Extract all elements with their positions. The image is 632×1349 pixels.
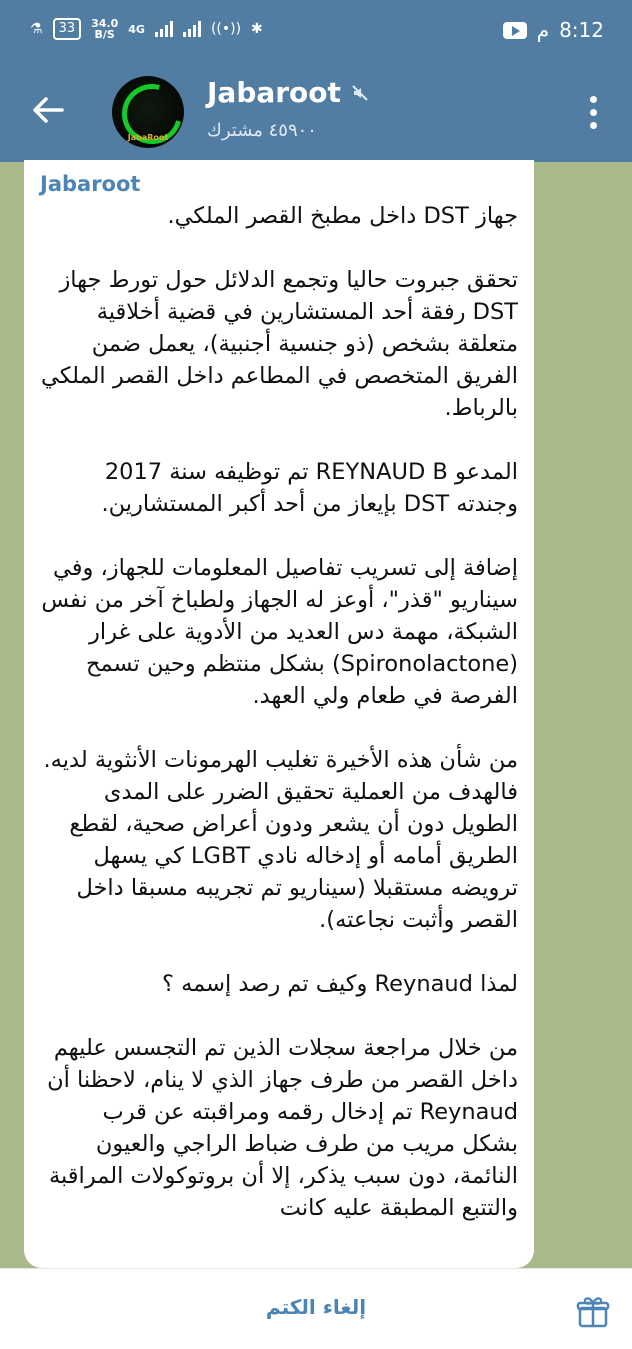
- clock-time: 8:12: [559, 18, 604, 42]
- network-type: 4G: [128, 22, 145, 36]
- message-bubble[interactable]: [24, 160, 534, 1268]
- clock-ampm: م: [536, 18, 550, 42]
- subscriber-count: ٤٥٩٠٠ مشترك: [207, 120, 317, 141]
- signal-icon: [155, 21, 173, 37]
- net-speed: [91, 18, 118, 40]
- message-sender: Jabaroot: [40, 172, 141, 196]
- message-text: [40, 200, 518, 1256]
- channel-avatar[interactable]: [112, 76, 184, 148]
- message-paragraph-2: تحقق جبروت حاليا وتجمع الدلائل حول تورط جهاز DST رفقة أحد المستشارين في قضية أخلاقية متعلقة بشخص (ذو جنسية أجنبية)، يعمل ضمن الفريق المتخصص في المطاعم داخل القصر الملكي بالرباط.: [40, 267, 518, 421]
- message-paragraph-1: جهاز DST داخل مطبخ القصر الملكي.: [167, 203, 518, 229]
- chat-header: [0, 62, 632, 162]
- message-paragraph-5: من شأن هذه الأخيرة تغليب الهرمونات الأنثوية لديه. فالهدف من العملية تحقيق الضرر على المدى الطويل دون أن يشعر ودون أعراض صحية، لقطع الطريق أمامه أو إدخاله نادي LGBT كي يسهل ترويضه مستقبلا (سيناريو تم تجريبه مسبقا داخل القصر وأثبت نجاعته).: [43, 747, 518, 933]
- message-paragraph-3: المدعو REYNAUD B تم توظيفه سنة 2017 وجندته DST بإيعاز من أحد أكبر المستشارين.: [101, 459, 518, 517]
- message-paragraph-7: من خلال مراجعة سجلات الذين تم التجسس عليهم داخل القصر من طرف جهاز الذي لا ينام، لاحظنا أن Reynaud تم إدخال رقمه ومراقبته عن قرب بشكل مريب من طرف ضباط الراجي والعيون النائمة، دون سبب يذكر، إلا أن بروتوكولات المراقبة والتتبع المطبقة عليه كانت: [47, 1035, 518, 1221]
- flask-icon: ⚗: [30, 21, 43, 37]
- youtube-icon: [503, 22, 527, 39]
- channel-title[interactable]: [207, 76, 369, 109]
- unmute-button[interactable]: إلغاء الكتم: [265, 1295, 367, 1319]
- message-paragraph-4: إضافة إلى تسريب تفاصيل المعلومات للجهاز، وفي سيناريو "قذر"، أوعز له الجهاز ولطباخ آخر من نفس الشبكة، مهمة دس العديد من الأدوية على غرار (Spironolactone) بشكل منتظم وحين تسمح الفرصة في طعام ولي العهد.: [41, 555, 518, 709]
- signal-2-icon: [183, 21, 201, 37]
- bluetooth-icon: ✱: [251, 21, 263, 37]
- net-speed-unit: B/S: [94, 28, 115, 41]
- back-arrow-icon[interactable]: [30, 92, 66, 128]
- hotspot-icon: ((•)): [210, 21, 242, 37]
- more-menu-icon[interactable]: [590, 96, 598, 130]
- battery-indicator: 33: [53, 18, 82, 40]
- bottom-bar: [0, 1268, 632, 1349]
- avatar-logo-text: JabaRoot: [127, 133, 169, 142]
- status-right: [503, 18, 604, 42]
- channel-name: Jabaroot: [207, 76, 341, 109]
- gift-icon[interactable]: [576, 1295, 610, 1329]
- status-bar: [0, 0, 632, 62]
- status-left: [30, 18, 263, 40]
- muted-icon: [351, 84, 369, 102]
- net-speed-value: 34.0: [91, 17, 119, 30]
- message-paragraph-6: لمذا Reynaud وكيف تم رصد إسمه ؟: [161, 971, 518, 997]
